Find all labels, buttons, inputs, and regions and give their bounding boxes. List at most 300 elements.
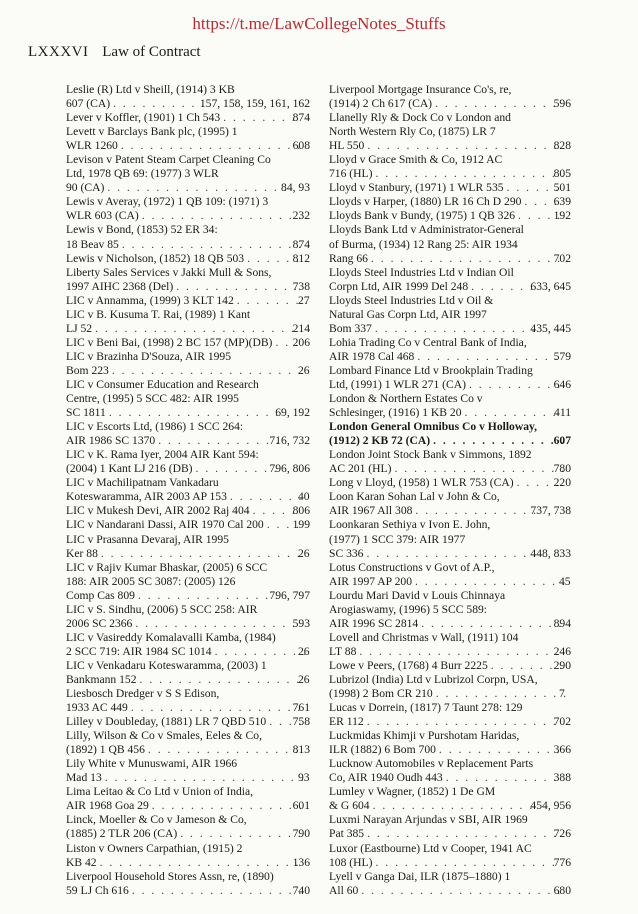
entry-citation: Bankmann 152 [66, 672, 137, 686]
index-entry [329, 518, 571, 560]
entry-citation-line [66, 111, 310, 125]
dot-leader [132, 884, 302, 898]
index-entry [329, 631, 571, 659]
dot-leader [375, 322, 540, 336]
index-entry [329, 813, 571, 841]
entry-line: Lilly, Wilson & Co v Smales, Eeles & Co, [66, 729, 262, 743]
entry-citation: Comp Cas 809 [66, 588, 135, 602]
entry-citation: Bom 337 [329, 321, 372, 335]
entry-citation-line [329, 644, 571, 659]
entry-citation: 90 (CA) [66, 181, 105, 195]
index-entry [66, 842, 310, 870]
index-entry [66, 350, 310, 378]
entry-pages: 737, 738 [530, 504, 571, 518]
entry-citation: Schlesinger, (1916) 1 KB 20 [329, 406, 462, 420]
entry-pages: 608 [292, 139, 310, 153]
entry-pages: 136 [292, 855, 310, 869]
index-entry [66, 378, 310, 420]
entry-citation: 59 LJ Ch 616 [66, 883, 129, 897]
dot-leader [131, 701, 302, 715]
entry-line: Loon Karan Sohan Lal v John & Co, [329, 490, 500, 504]
dot-leader [435, 97, 563, 111]
entry-citation: All 60 [329, 883, 359, 897]
index-entry [329, 364, 571, 392]
entry-citation: 716 (HL) [329, 167, 373, 181]
left-column [66, 83, 310, 898]
dot-leader [367, 827, 563, 841]
index-entry [66, 715, 310, 729]
index-entry [66, 294, 310, 308]
dot-leader [361, 884, 562, 898]
entry-pages: 680 [553, 883, 571, 897]
entry-citation-line [66, 434, 310, 448]
dot-leader [491, 659, 563, 673]
entry-line: Lily White v Munuswami, AIR 1966 [66, 757, 238, 771]
entry-line: of Burma, (1934) 12 Rang 25: AIR 1934 [329, 237, 518, 251]
entry-pages: 411 [554, 406, 571, 420]
index-entry [66, 476, 310, 504]
entry-line: Loonkaran Sethiya v Ivon E. John, [329, 518, 491, 532]
entry-pages: 805 [553, 167, 571, 181]
entry-citation-line [66, 237, 310, 252]
entry-citation-line [66, 335, 310, 350]
entry-citation: Bom 223 [66, 363, 109, 377]
dot-leader [109, 406, 284, 420]
index-entry [329, 476, 571, 490]
entry-line: Lewis v Bond, (1853) 52 ER 34: [66, 223, 218, 237]
entry-citation: (1998) 2 Bom CR 210 [329, 687, 433, 701]
index-entry [66, 729, 310, 757]
entry-pages: 435, 445 [530, 321, 571, 335]
entry-pages: 806 [292, 504, 310, 518]
index-entry [329, 209, 571, 223]
entry-citation-line [329, 167, 571, 181]
entry-citation: (1885) 2 TLR 206 (CA) [66, 827, 178, 841]
index-entry [66, 195, 310, 223]
entry-pages: 157, 158, 159, 161, 162 [199, 97, 310, 111]
entry-citation: Corpn Ltd, AIR 1999 Del 248 [329, 279, 469, 293]
entry-pages: 388 [553, 771, 571, 785]
entry-citation: (1914) 2 Ch 617 (CA) [329, 97, 433, 111]
entry-line: Natural Gas Corpn Ltd, AIR 1997 [329, 307, 487, 321]
entry-pages: 633, 645 [530, 279, 571, 293]
entry-line: Luckmidas Khimji v Purshotam Haridas, [329, 729, 520, 743]
index-entry [329, 181, 571, 195]
entry-citation-line: 2 SCC 719: AIR 1984 SC 1014 . . . 26 [78, 645, 310, 659]
dot-leader [223, 111, 301, 125]
entry-line: Lloyd v Grace Smith & Co, 1912 AC [329, 153, 503, 167]
dot-leader [148, 743, 302, 757]
entry-citation: 1997 AIHC 2368 (Del) [66, 279, 174, 293]
dot-leader [373, 799, 540, 813]
entry-line: Levison v Patent Steam Carpet Cleaning Co [66, 153, 271, 167]
entry-citation: LIC v Nandarani Dassi, AIR 1970 Cal 200 [66, 518, 264, 532]
entry-line: LIC v B. Kusuma T. Rai, (1989) 1 Kant [66, 307, 251, 321]
entry-pages: 758 [292, 715, 310, 729]
entry-citation-line [66, 855, 310, 870]
entry-line: Liverpool Mortgage Insurance Co's, re, [329, 83, 512, 96]
entry-citation: Lloyds v Harper, (1880) LR 16 Ch D 290 [329, 195, 522, 209]
entry-citation-line [329, 546, 571, 561]
entry-citation-line [329, 195, 571, 209]
entry-citation: Ker 88 [66, 546, 98, 560]
entry-citation: Lever v Koffler, (1901) 1 Ch 543 [66, 111, 221, 125]
index-entry [66, 223, 310, 251]
entry-line: LIC v Escorts Ltd, (1986) 1 SCC 264: [66, 420, 244, 434]
entry-citation: KB 42 [66, 855, 97, 869]
entry-pages: 761 [292, 701, 310, 715]
entry-pages: 776 [553, 855, 571, 869]
index-entry [66, 252, 310, 266]
entry-citation-line [66, 743, 310, 757]
entry-citation-line: Ker 88 . . . 26 [78, 547, 310, 561]
dot-leader [375, 856, 562, 870]
entry-pages: 738 [292, 279, 310, 293]
entry-citation-line [66, 321, 310, 336]
entry-pages: 828 [553, 139, 571, 153]
entry-citation-line [66, 518, 310, 532]
index-entry [329, 111, 571, 153]
dot-leader [176, 280, 301, 294]
index-entry [66, 83, 310, 111]
entry-line: Lovell and Christmas v Wall, (1911) 104 [329, 630, 519, 644]
entry-citation-line: Mad 13 . . . 93 [78, 771, 310, 785]
entry-citation-line [329, 476, 571, 490]
entry-pages: 796, 797 [269, 588, 310, 602]
dot-leader [436, 687, 568, 701]
entry-pages: 290 [553, 658, 571, 672]
page-title: Law of Contract [102, 44, 201, 60]
entry-pages: 702 [553, 251, 571, 265]
entry-citation-line [329, 616, 571, 631]
entry-line: LIC v Vasireddy Komalavalli Kamba, (1984) [66, 630, 276, 644]
dot-leader [367, 715, 563, 729]
entry-citation-line [329, 279, 571, 294]
entry-citation-line [329, 181, 571, 195]
entry-line: London General Omnibus Co v Holloway, [329, 420, 538, 434]
entry-citation-line [329, 349, 571, 364]
dot-leader [112, 364, 307, 378]
entry-line: Liberty Sales Services v Jakki Mull & Sons, [66, 265, 272, 279]
entry-line: Lourdu Mari David v Louis Chinnaya [329, 588, 506, 602]
entry-citation: 108 (HL) [329, 855, 373, 869]
entry-citation-line [66, 209, 310, 223]
entry-citation: Ltd, (1991) 1 WLR 271 (CA) [329, 377, 466, 391]
entry-citation-line [329, 883, 571, 898]
entry-line: LIC v Brazinha D'Souza, AIR 1995 [66, 349, 232, 363]
entry-line: Lloyds Steel Industries Ltd v Indian Oil [329, 265, 514, 279]
entry-citation-line: AIR 1997 AP 200 . . . 45 [341, 575, 571, 589]
dot-leader [469, 378, 563, 392]
entry-line: Luxmi Narayan Arjundas v SBI, AIR 1969 [329, 813, 528, 827]
entry-pages: 639 [553, 195, 571, 209]
entry-citation: AIR 1978 Cal 468 [329, 349, 415, 363]
entry-line: Llanelly Rly & Dock Co v London and [329, 111, 511, 125]
index-entry [329, 195, 571, 209]
entry-pages: 366 [553, 743, 571, 757]
entry-line: Linck, Moeller & Co v Jameson & Co, [66, 813, 247, 827]
entry-line: Lohia Trading Co v Central Bank of India, [329, 335, 527, 349]
entry-line: Lucknow Automobiles v Replacement Parts [329, 757, 534, 771]
index-entry [66, 111, 310, 125]
entry-line: Liston v Owners Carpathian, (1915) 2 [66, 841, 243, 855]
entry-citation-line [329, 743, 571, 757]
entry-citation: Co, AIR 1940 Oudh 443 [329, 771, 443, 785]
index-entry [329, 785, 571, 813]
index-entry [66, 561, 310, 603]
entry-line: Lucas v Dorrein, (1817) 7 Taunt 278: 129 [329, 701, 523, 715]
entry-line: Lyell v Ganga Dai, ILR (1875–1880) 1 [329, 869, 511, 883]
index-entry [329, 757, 571, 785]
entry-citation: Pat 385 [329, 827, 365, 841]
entry-citation-line [329, 377, 571, 392]
entry-citation-line [329, 715, 571, 729]
entry-pages: 69, 192 [275, 406, 310, 420]
index-entry [66, 813, 310, 841]
entry-line: Levett v Barclays Bank plc, (1995) 1 [66, 125, 238, 139]
entry-pages: 716, 732 [269, 434, 310, 448]
entry-line: LIC v Consumer Education and Research [66, 377, 259, 391]
entry-pages: 726 [553, 827, 571, 841]
entry-citation-line [66, 715, 310, 729]
entry-citation: 2 SCC 719: AIR 1984 SC 1014 [66, 644, 212, 658]
entry-citation-line [329, 827, 571, 841]
entry-pages: 702 [553, 715, 571, 729]
entry-citation: & G 604 [329, 799, 370, 813]
index-entry [66, 125, 310, 153]
entry-citation: WLR 1260 [66, 139, 118, 153]
page-number: LXXXVI [28, 44, 89, 60]
index-entry [329, 83, 571, 111]
entry-citation: LIC v Annamma, (1999) 3 KLT 142 [66, 293, 234, 307]
dot-leader [439, 743, 563, 757]
dot-leader [415, 504, 539, 518]
index-entry [66, 785, 310, 813]
index-entry [329, 842, 571, 870]
index-entry [66, 504, 310, 518]
entry-line: Liesbosch Dredger v S S Edison, [66, 687, 220, 701]
entry-citation-line: Bom 223 . . . 26 [78, 364, 310, 378]
entry-citation: AIR 1996 SC 2814 [329, 616, 419, 630]
entry-citation: Koteswaramma, AIR 2003 AP 153 [66, 490, 227, 504]
entry-citation-line [66, 462, 310, 476]
entry-pages: 579 [553, 349, 571, 363]
entry-citation: ILR (1882) 6 Bom 700 [329, 743, 436, 757]
entry-citation-line [66, 883, 310, 898]
dot-leader [433, 434, 562, 448]
right-column [329, 83, 571, 898]
dot-leader [180, 827, 301, 841]
dot-leader [359, 645, 562, 659]
index-entry [329, 701, 571, 729]
index-entry [329, 490, 571, 518]
entry-pages: 874 [292, 237, 310, 251]
entry-citation-line [329, 139, 571, 153]
entry-citation-line [329, 321, 571, 336]
entry-citation-line [329, 855, 571, 870]
dot-leader [95, 322, 302, 336]
entry-pages: 813 [292, 743, 310, 757]
dot-leader [446, 771, 563, 785]
entry-line: London & Northern Estates Co v [329, 392, 483, 406]
dot-leader [196, 462, 279, 476]
entry-citation-line [66, 181, 310, 195]
index-entry [329, 870, 571, 898]
index-entry [329, 392, 571, 420]
index-entry [66, 308, 310, 336]
dot-leader [152, 799, 302, 813]
entry-citation: Lowe v Peers, (1768) 4 Burr 2225 [329, 658, 488, 672]
entry-citation-line [66, 139, 310, 153]
entry-pages: 501 [553, 181, 571, 195]
entry-pages: 796, 806 [269, 462, 310, 476]
entry-pages: 780 [553, 462, 571, 476]
entry-pages: 199 [292, 518, 310, 532]
source-url: https://t.me/LawCollegeNotes_Stuffs [192, 14, 446, 33]
entry-line: LIC v Machilipatnam Vankadaru [66, 476, 219, 490]
entry-citation: SC 336 [329, 546, 364, 560]
entry-pages: 214 [292, 321, 310, 335]
entry-citation-line: Koteswaramma, AIR 2003 AP 153 . . . 40 [78, 490, 310, 504]
index-entry [329, 673, 571, 701]
index-entry [66, 631, 310, 659]
entry-citation-line [329, 799, 571, 813]
dot-leader [135, 617, 301, 631]
entry-citation: 1933 AC 449 [66, 701, 128, 715]
entry-pages: 740 [292, 883, 310, 897]
entry-line: LIC v Prasanna Devaraj, AIR 1995 [66, 532, 229, 546]
entry-citation: Mad 13 [66, 771, 102, 785]
entry-line: LIC v S. Sindhu, (2006) 5 SCC 258: AIR [66, 602, 258, 616]
entry-citation: LJ 52 [66, 321, 93, 335]
entry-pages: 607 [553, 434, 571, 448]
index-entry [329, 729, 571, 757]
entry-citation-line [329, 251, 571, 266]
entry-pages: 192 [553, 209, 571, 223]
index-entry [329, 266, 571, 294]
index-entry [66, 266, 310, 294]
entry-pages: 601 [292, 799, 310, 813]
entry-line: Lewis v Averay, (1972) 1 QB 109: (1971) 3 [66, 195, 269, 209]
entry-line: Lotus Constructions v Govt of A.P., [329, 560, 495, 574]
entry-citation-line [66, 588, 310, 603]
entry-citation: LIC v Beni Bai, (1998) 2 BC 157 (MP)(DB) [66, 335, 273, 349]
dot-leader [366, 547, 539, 561]
entry-citation: 607 (CA) [66, 97, 111, 111]
entry-line: Arogiaswamy, (1996) 5 SCC 589: [329, 602, 488, 616]
index-entry [329, 659, 571, 673]
entry-pages: 220 [553, 476, 571, 490]
entry-pages: 593 [292, 616, 310, 630]
index-entry [66, 603, 310, 631]
entry-citation-line [329, 406, 571, 420]
entry-citation-line [66, 701, 310, 715]
dot-leader [101, 547, 307, 561]
entry-citation-line [66, 799, 310, 813]
entry-citation: WLR 603 (CA) [66, 209, 139, 223]
dot-leader [107, 181, 290, 195]
entry-citation: Lloyd v Stanbury, (1971) 1 WLR 535 [329, 181, 504, 195]
index-entry [329, 153, 571, 181]
dot-leader [158, 434, 278, 448]
entry-citation: AIR 1967 All 308 [329, 504, 413, 518]
index-entry [329, 561, 571, 589]
entry-citation: Lloyds Bank v Bundy, (1975) 1 QB 326 [329, 209, 516, 223]
entry-citation-line [66, 504, 310, 518]
index-entry [66, 153, 310, 195]
entry-citation: Lewis v Nicholson, (1852) 18 QB 503 [66, 251, 245, 265]
dot-leader [138, 589, 278, 603]
index-entry [329, 336, 571, 364]
entry-line: (1977) 1 SCC 379: AIR 1977 [329, 532, 466, 546]
entry-line: LIC v Rajiv Kumar Bhaskar, (2005) 6 SCC [66, 560, 268, 574]
index-entry [66, 448, 310, 476]
entry-pages: 448, 833 [530, 546, 571, 560]
page-header [28, 44, 201, 61]
dot-leader [121, 139, 302, 153]
entry-pages: 454, 956 [530, 799, 571, 813]
index-entry [329, 589, 571, 631]
entry-pages: 646 [553, 377, 571, 391]
entry-line: Liverpool Household Stores Assn, re, (1890) [66, 869, 274, 883]
entry-citation-line [329, 658, 571, 673]
index-entry [66, 518, 310, 532]
entry-citation-line [66, 616, 310, 631]
index-entry [329, 223, 571, 265]
entry-citation: (2004) 1 Kant LJ 216 (DB) [66, 462, 193, 476]
dot-leader [113, 97, 209, 111]
dot-leader [142, 209, 302, 223]
entry-line: North Western Rly Co, (1875) LR 7 [329, 125, 496, 139]
entry-citation: LT 88 [329, 644, 357, 658]
entry-line: Luxor (Eastbourne) Ltd v Cooper, 1941 AC [329, 841, 532, 855]
entry-pages: 790 [292, 827, 310, 841]
entry-citation-line [66, 279, 310, 294]
dot-leader [421, 617, 562, 631]
index-entry [66, 870, 310, 898]
index-entry [66, 659, 310, 687]
dot-leader [237, 294, 307, 308]
entry-line: LIC v Venkadaru Koteswaramma, (2003) 1 [66, 658, 267, 672]
entry-pages: 874 [292, 111, 310, 125]
entry-line: Lloyds Steel Industries Ltd v Oil & [329, 293, 494, 307]
entry-pages: 596 [553, 97, 571, 111]
entry-citation-line [66, 251, 310, 266]
dot-leader [375, 167, 562, 181]
entry-pages: 206 [292, 335, 310, 349]
entry-pages: 232 [292, 209, 310, 223]
index-entry [66, 336, 310, 350]
entry-citation: AC 201 (HL) [329, 462, 392, 476]
dot-leader [465, 406, 564, 420]
entry-citation: AIR 1986 SC 1370 [66, 434, 156, 448]
index-entry [66, 757, 310, 785]
entry-citation: LIC v Mukesh Devi, AIR 2002 Raj 404 [66, 504, 250, 518]
dot-leader [471, 280, 539, 294]
dot-leader [367, 139, 562, 153]
entry-citation-line [329, 97, 571, 111]
dot-leader [122, 238, 302, 252]
entry-citation-line [66, 97, 310, 111]
entry-line: Ltd, 1978 QB 69: (1977) 3 WLR [66, 167, 219, 181]
entry-line: London Joint Stock Bank v Simmons, 1892 [329, 448, 532, 462]
entry-citation-line [329, 771, 571, 785]
dot-leader [371, 252, 563, 266]
entry-line: Lumley v Wagner, (1852) 1 De GM [329, 785, 496, 799]
entry-citation: AIR 1997 AP 200 [329, 574, 412, 588]
entry-pages: 894 [553, 616, 571, 630]
index-entry [329, 420, 571, 448]
